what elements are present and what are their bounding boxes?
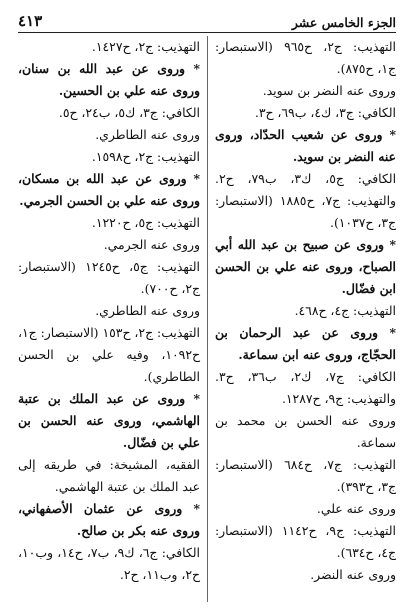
column-left: [18, 36, 207, 602]
right-column-entry: وروى عنه النضر.: [310, 567, 396, 582]
left-column-entry: وروى عنه الطاطري.: [95, 303, 200, 318]
right-column-entry: * وروى عن عبد الرحمان بن الحجّاج، وروى عنه ابن سماعة.: [215, 325, 396, 362]
page-number: ٤١٣: [18, 12, 43, 30]
right-column-entry: وروى عنه الحسن بن محمد بن سماعة.: [215, 413, 396, 450]
left-column-entry: التهذيب: ج٥، ح١٢٤٥ (الاستبصار: ج٢، ح٧٠٠).: [18, 259, 200, 296]
left-column-entry: التهذيب: ج٢، ح١٥٩٨.: [91, 149, 200, 164]
column-right: [207, 36, 396, 602]
right-column-entry: التهذيب: ج٩، ح١١٤٢ (الاستبصار: ج٤، ح٦٣٤).: [215, 523, 396, 560]
right-column-entry: * وروى عن شعيب الحدّاد، وروى عنه النضر بن سويد.: [215, 127, 396, 164]
right-column-entry: التهذيب: ج٢، ح٩٦٥ (الاستبصار: ج١، ح٨٧٥).: [215, 39, 396, 76]
left-column-entry: التهذيب: ج٢، ح١٤٢٧.: [91, 39, 200, 54]
right-column-entry: * وروى عن صبيح بن عبد الله أبي الصباح، وروى عنه علي بن الحسن ابن فضّال.: [215, 237, 396, 296]
right-column-entry: وروى عنه النضر بن سويد.: [262, 83, 396, 98]
left-column-entry: وروى عنه الطاطري.: [95, 127, 200, 142]
left-column-entry: * وروى عن عثمان الأصفهاني، وروى عنه بكر بن صالح.: [18, 501, 200, 538]
left-column-entry: وروى عنه الجرمي.: [103, 237, 200, 252]
left-column-entry: * وروى عن عبد الله بن مسكان، وروى عنه علي بن الحسن الجرمي.: [18, 171, 200, 208]
left-column-entry: * وروى عن عبد الله بن سنان، وروى عنه علي بن الحسين.: [18, 61, 200, 98]
text-columns: [18, 36, 396, 602]
page-header: [18, 8, 396, 33]
right-column-entry: الكافي: ج٧، ك٢، ب٣٦، ح٣. والتهذيب: ج٩، ح١٢٨٧.: [215, 369, 397, 406]
right-column-entry: التهذيب: ج٧، ح٦٨٤ (الاستبصار: ج٣، ح٣٩٣).: [215, 457, 396, 494]
left-column-entry: الفقيه، المشيخة: في طريقه إلى عبد الملك بن عتبة الهاشمي.: [18, 457, 200, 494]
left-column-entry: الكافي: ج٦، ك٩، ب٧، ح١٤، وب١٠، ح٢، وب١١، ح٢.: [18, 545, 201, 582]
right-column-entry: وروى عنه علي.: [316, 501, 396, 516]
right-column-entry: التهذيب: ج٤، ح٤٦٨.: [294, 303, 396, 318]
running-head: الجزء الخامس عشر: [291, 15, 396, 30]
left-column-entry: الكافي: ج٣، ك٥، ب٢٤، ح٥.: [58, 105, 200, 120]
left-column-entry: التهذيب: ج٥، ح١٢٢٠.: [91, 215, 200, 230]
right-column-entry: الكافي: ج٣، ك٤، ب٦٩، ح٣.: [254, 105, 396, 120]
right-column-entry: الكافي: ج٥، ك٣، ب٧٩، ح٢. والتهذيب: ج٧، ح١٨٨٥ (الاستبصار: ج٣، ح١٠٣٧).: [215, 171, 397, 230]
left-column-entry: * وروى عن عبد الملك بن عتبة الهاشمي، وروى عنه الحسن بن علي بن فضّال.: [18, 391, 200, 450]
left-column-entry: التهذيب: ج٢، ح١٥٣ (الاستبصار: ج١، ح١٠٩٢، وفيه علي بن الحسن الطاطري).: [18, 325, 200, 384]
